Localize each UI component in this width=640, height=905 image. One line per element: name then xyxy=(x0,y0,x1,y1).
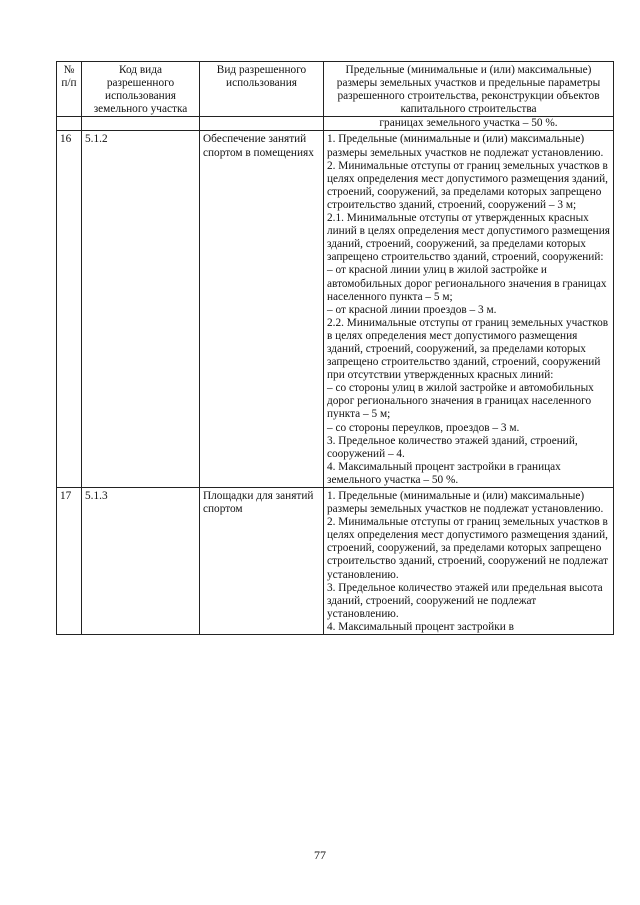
param-line: 2.1. Минимальные отступы от утвержденных красных линий в целях определения мест допустимого размещения зданий, строений, сооружений, за пределами которых запрещено строительство зданий, строений, сооружений: xyxy=(327,212,610,264)
row-num: 16 xyxy=(57,131,82,488)
continuation-text: границах земельного участка – 50 %. xyxy=(324,117,614,131)
param-line: – со стороны улиц в жилой застройке и автомобильных дорог регионального значения в границах населенного пункта – 5 м; xyxy=(327,382,594,421)
table-row xyxy=(57,131,614,488)
param-line: 1. Предельные (минимальные и (или) максимальные) размеры земельных участков не подлежат установлению. xyxy=(327,133,604,159)
param-line: – со стороны переулков, проездов – 3 м. xyxy=(327,421,520,434)
param-line: 1. Предельные (минимальные и (или) максимальные) размеры земельных участков не подлежат установлению. xyxy=(327,490,604,516)
header-code: Код вида разрешенного использования земельного участка xyxy=(82,62,200,117)
table-continuation-row xyxy=(57,117,614,131)
page-number: 77 xyxy=(314,848,326,862)
row-params xyxy=(324,488,614,635)
param-line: 2. Минимальные отступы от границ земельных участков в целях определения мест допустимого размещения зданий, строений, сооружений, за пределами которых запрещено строительство зданий, строений, сооружений – 3 м; xyxy=(327,159,608,211)
row-code: 5.1.2 xyxy=(82,131,200,488)
param-line: – от красной линии улиц в жилой застройке и автомобильных дорог регионального значения в границах населенного пункта – 5 м; xyxy=(327,264,607,303)
header-num: № п/п xyxy=(57,62,82,117)
row-name: Обеспечение занятий спортом в помещениях xyxy=(200,131,324,488)
row-params xyxy=(324,131,614,488)
land-use-table xyxy=(56,61,614,635)
param-line: 4. Максимальный процент застройки в xyxy=(327,620,514,633)
param-line: – от красной линии проездов – 3 м. xyxy=(327,303,497,316)
row-code: 5.1.3 xyxy=(82,488,200,635)
row-num: 17 xyxy=(57,488,82,635)
header-name: Вид разрешенного использования xyxy=(200,62,324,117)
param-line: 2.2. Минимальные отступы от границ земельных участков в целях определения мест допустимого размещения зданий, строений, сооружений, за пределами которых запрещено строительство зданий, строений, сооружений при отсутствии утвержденных красных линий: xyxy=(327,316,609,382)
table-header-row xyxy=(57,62,614,117)
row-name: Площадки для занятий спортом xyxy=(200,488,324,635)
param-line: 4. Максимальный процент застройки в границах земельного участка – 50 %. xyxy=(327,460,561,486)
header-params: Предельные (минимальные и (или) максимальные) размеры земельных участков и предельные параметры разрешенного строительства, реконструкции объектов капитального строительства xyxy=(324,62,614,117)
param-line: 3. Предельное количество этажей или предельная высота зданий, строений, сооружений не подлежат установлению. xyxy=(327,581,603,620)
table-row xyxy=(57,488,614,635)
param-line: 3. Предельное количество этажей зданий, строений, сооружений – 4. xyxy=(327,434,578,460)
param-line: 2. Минимальные отступы от границ земельных участков в целях определения мест допустимого размещения зданий, строений, сооружений, за пределами которых запрещено строительство зданий, строений, сооружений не подлежат установлению. xyxy=(327,516,609,581)
